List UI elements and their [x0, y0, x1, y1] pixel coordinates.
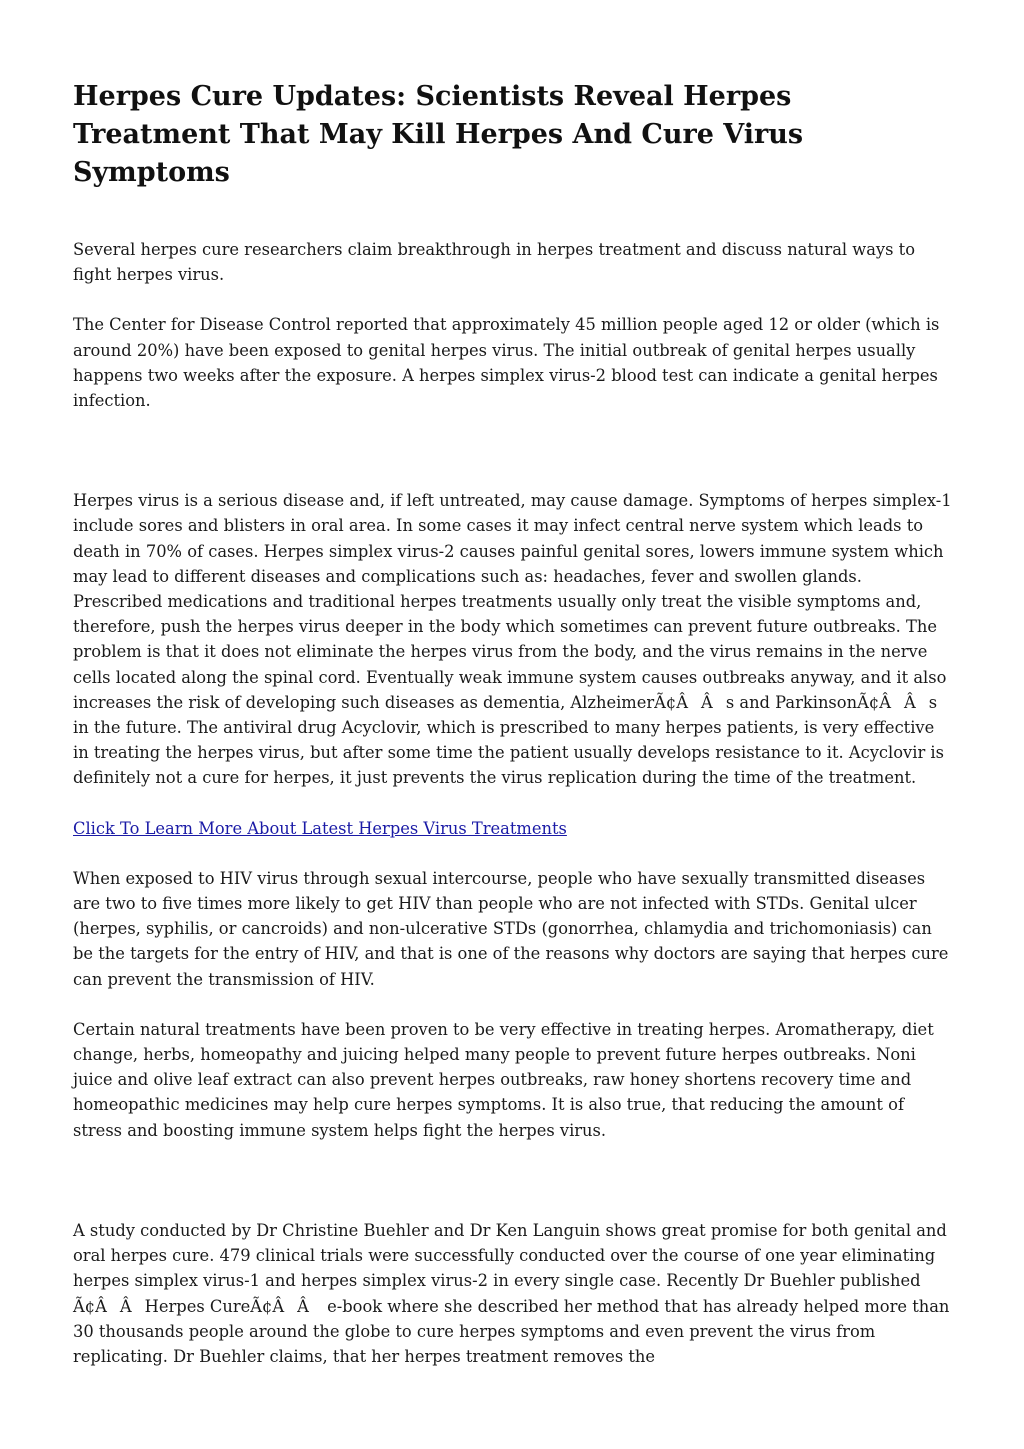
blank-gap [73, 438, 955, 488]
hiv-paragraph: When exposed to HIV virus through sexual intercourse, people who have sexually transmitted diseases are two to five times more likely to get HIV than people who are not infected with STDs. Genital ulcer (herpes, syphilis, or cancroids) and non-ulcerative STDs (gonorrhea, chlamydia and trichomoniasis) can be the targets for the entry of HIV, and that is one of the reasons why doctors are saying that herpes cure can prevent the transmission of HIV. [73, 868, 949, 989]
natural-treatments-paragraph: Certain natural treatments have been proven to be very effective in treating herpes. Aromatherapy, diet change, herbs, homeopathy and juicing helped many people to prevent future herpes outbreaks. Noni juice and olive leaf extract can also prevent herpes outbreaks, raw honey shortens recovery time and homeopathic medicines may help cure herpes symptoms. It is also true, that reducing the amount of stress and boosting immune system helps fight the herpes virus. [73, 1019, 934, 1140]
study-paragraph: A study conducted by Dr Christine Buehler and Dr Ken Languin shows great promise for both genital and oral herpes cure. 479 clinical trials were successfully conducted over the course of one year eliminating herpes simplex virus-1 and herpes simplex virus-2 in every single case. Recently Dr Buehler published Ã¢ÂÂHerpes CureÃ¢ÂÂ e-book where she described her method that has already helped more than 30 thousands people around the globe to cure herpes symptoms and even prevent the virus from replicating. Dr Buehler claims, that her herpes treatment removes the [73, 1220, 950, 1366]
learn-more-link[interactable]: Click To Learn More About Latest Herpes Virus Treatments [73, 818, 567, 838]
blank-gap [73, 1168, 955, 1218]
article-title: Herpes Cure Updates: Scientists Reveal Herpes Treatment That May Kill Herpes And Cure Virus Symptoms [73, 81, 804, 188]
intro-paragraph: Several herpes cure researchers claim breakthrough in herpes treatment and discuss natural ways to fight herpes virus. [73, 240, 916, 285]
cdc-paragraph: The Center for Disease Control reported that approximately 45 million people aged 12 or older (which is around 20%) have been exposed to genital herpes virus. The initial outbreak of genital herpes usually happens two weeks after the exposure. A herpes simplex virus-2 blood test can indicate a genital herpes infection. [73, 315, 940, 411]
link-line [73, 816, 955, 841]
document-page [73, 78, 955, 1394]
disease-paragraph: Herpes virus is a serious disease and, if left untreated, may cause damage. Symptoms of herpes simplex-1 include sores and blisters in oral area. In some cases it may infect central nerve system which leads to death in 70% of cases. Herpes simplex virus-2 causes painful genital sores, lowers immune system which may lead to different diseases and complications such as: headaches, fever and swollen glands. Prescribed medications and traditional herpes treatments usually only treat the visible symptoms and, therefore, push the herpes virus deeper in the body which sometimes can prevent future outbreaks. The problem is that it does not eliminate the herpes virus from the body, and the virus remains in the nerve cells located along the spinal cord. Eventually weak immune system causes outbreaks anyway, and it also increases the risk of developing such diseases as dementia, AlzheimerÃ¢ÂÂs and ParkinsonÃ¢ÂÂs in the future. The antiviral drug Acyclovir, which is prescribed to many herpes patients, is very effective in treating the herpes virus, but after some time the patient usually develops resistance to it. Acyclovir is definitely not a cure for herpes, it just prevents the virus replication during the time of the treatment. [73, 491, 952, 788]
